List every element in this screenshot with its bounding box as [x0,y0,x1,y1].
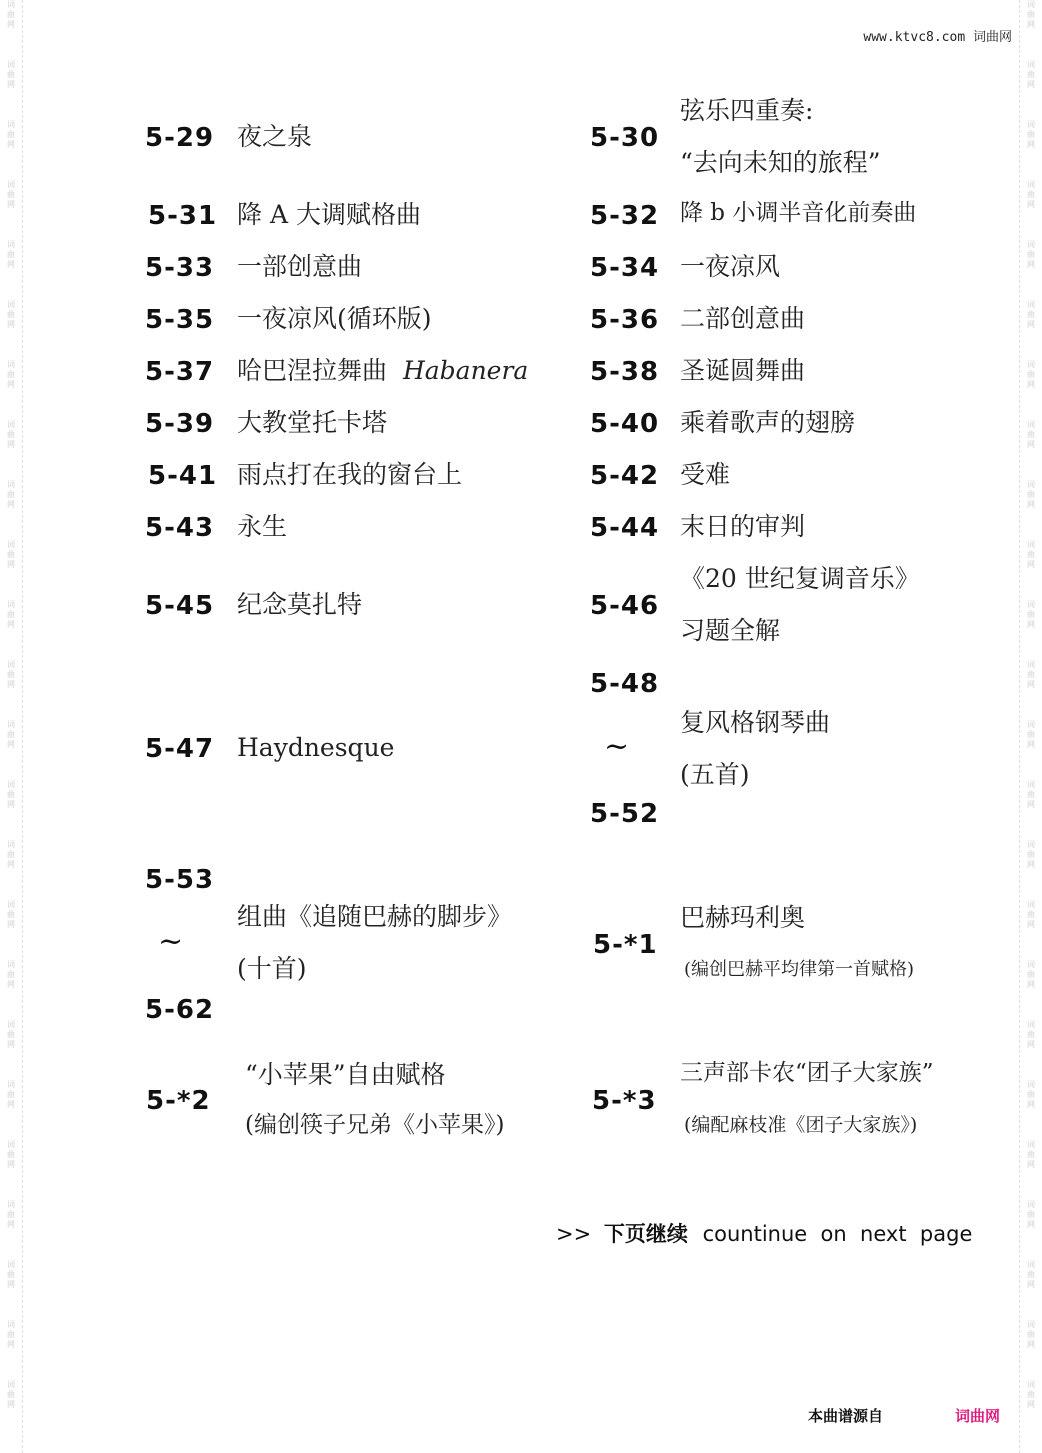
entry-title-cn: 哈巴涅拉舞曲 [237,356,388,385]
watermark-text: 词 曲 网 [7,720,15,749]
range-tilde: ~ [158,924,184,959]
entry-number: 5-43 [145,513,215,543]
watermark-text: 词 曲 网 [7,1140,15,1169]
left-watermark-strip [0,0,23,1453]
watermark-text: 词 曲 网 [1027,720,1035,749]
watermark-text: 词 曲 网 [7,1200,15,1229]
watermark-text: 词 曲 网 [1027,600,1035,629]
entry-subtitle: (编创巴赫平均律第一首赋格) [684,959,915,980]
entry-title-line2: (十首) [237,954,307,983]
entry-title [237,358,528,383]
watermark-text: 词 曲 网 [7,840,15,869]
watermark-text: 词 曲 网 [7,480,15,509]
watermark-text: 词 曲 网 [7,900,15,929]
watermark-text: 词 曲 网 [7,420,15,449]
entry-number-range-end: 5-52 [590,799,660,829]
entry-title: 乘着歌声的翅膀 [680,408,856,437]
watermark-text: 词 曲 网 [7,300,15,329]
watermark-text: 词 曲 网 [1027,1140,1035,1169]
watermark-text: 词 曲 网 [1027,540,1035,569]
watermark-text: 词 曲 网 [7,180,15,209]
watermark-text: 词 曲 网 [1027,300,1035,329]
footer-source-name[interactable]: 词曲网 [955,1407,1001,1425]
site-name[interactable]: 词曲网 [972,30,1012,45]
watermark-text: 词 曲 网 [7,660,15,689]
entry-number: 5-32 [590,201,660,231]
watermark-text: 词 曲 网 [1027,1380,1035,1409]
entry-title: “小苹果”自由赋格 [245,1060,446,1089]
entry-title: 雨点打在我的窗台上 [237,460,463,489]
entry-number: 5-47 [145,734,215,764]
entry-title: 巴赫玛利奥 [680,903,806,932]
entry-title: 末日的审判 [680,512,806,541]
watermark-text: 词 曲 网 [1027,780,1035,809]
entry-number: 5-30 [590,123,660,153]
watermark-text: 词 曲 网 [7,960,15,989]
watermark-text: 词 曲 网 [7,780,15,809]
entry-number: 5-36 [590,305,660,335]
entry-title: 降 A 大调赋格曲 [237,200,421,229]
entry-number-range-end: 5-62 [145,995,215,1025]
entry-title-en: Habanera [402,356,529,385]
entry-title: 圣诞圆舞曲 [680,356,806,385]
entry-number: 5-46 [590,591,660,621]
entry-number: 5-37 [145,357,215,387]
entry-number-range-start: 5-48 [590,669,660,699]
watermark-text: 词 曲 网 [1027,660,1035,689]
entry-number: 5-35 [145,305,215,335]
entry-number: 5-39 [145,409,215,439]
entry-number: 5-40 [590,409,660,439]
entry-subtitle: (编创筷子兄弟《小苹果》) [245,1112,505,1138]
watermark-text: 词 曲 网 [7,1260,15,1289]
entry-title: Haydnesque [237,733,395,762]
footer-source-label: 本曲谱源自 [808,1407,884,1425]
continue-label-cn: 下页继续 [603,1222,688,1246]
entry-title: 一部创意曲 [237,252,363,281]
continue-label-en: countinue on next page [702,1222,973,1246]
entry-number: 5-34 [590,253,660,283]
entry-number: 5-29 [145,123,215,153]
entry-title: 三声部卡农“团子大家族” [680,1060,934,1086]
watermark-text: 词 曲 网 [1027,480,1035,509]
entry-number: 5-*1 [593,930,658,960]
entry-number: 5-*3 [592,1086,657,1116]
watermark-text: 词 曲 网 [1027,1020,1035,1049]
entry-title: 一夜凉风(循环版) [237,304,432,333]
entry-number: 5-45 [145,591,215,621]
watermark-text: 词 曲 网 [7,600,15,629]
watermark-text: 词 曲 网 [7,1080,15,1109]
watermark-text: 词 曲 网 [1027,1200,1035,1229]
entry-number: 5-31 [148,201,218,231]
watermark-text: 词 曲 网 [1027,1080,1035,1109]
watermark-text: 词 曲 网 [1027,0,1035,29]
watermark-text: 词 曲 网 [7,60,15,89]
watermark-text: 词 曲 网 [7,360,15,389]
entry-number-range-start: 5-53 [145,865,215,895]
watermark-text: 词 曲 网 [1027,60,1035,89]
entry-title: 永生 [237,512,288,541]
range-tilde: ~ [604,729,630,764]
entry-title: 夜之泉 [237,122,313,151]
entry-number: 5-42 [590,461,660,491]
watermark-text: 词 曲 网 [1027,900,1035,929]
watermark-text: 词 曲 网 [7,1320,15,1349]
entry-title: 二部创意曲 [680,304,806,333]
watermark-text: 词 曲 网 [1027,960,1035,989]
watermark-text: 词 曲 网 [7,0,15,29]
entry-number: 5-*2 [146,1086,211,1116]
watermark-text: 词 曲 网 [1027,840,1035,869]
entry-title: 复风格钢琴曲 [680,708,831,737]
entry-subtitle: (编配麻枝准《团子大家族》) [684,1114,918,1136]
watermark-text: 词 曲 网 [1027,240,1035,269]
site-header[interactable] [863,26,1012,45]
entry-title-line2: “去向未知的旅程” [680,148,881,177]
right-watermark-strip [1019,0,1042,1453]
watermark-text: 词 曲 网 [7,1380,15,1409]
watermark-text: 词 曲 网 [1027,1260,1035,1289]
watermark-text: 词 曲 网 [1027,360,1035,389]
watermark-text: 词 曲 网 [7,1020,15,1049]
entry-title: 纪念莫扎特 [237,590,363,619]
entry-number: 5-41 [148,461,218,491]
watermark-text: 词 曲 网 [1027,420,1035,449]
watermark-text: 词 曲 网 [7,540,15,569]
watermark-text: 词 曲 网 [7,240,15,269]
watermark-text: 词 曲 网 [1027,120,1035,149]
continue-next-page [556,1218,972,1248]
entry-number: 5-33 [145,253,215,283]
entry-title: 弦乐四重奏: [680,96,814,125]
site-url[interactable]: www.ktvc8.com [863,30,966,45]
entry-title: 降 b 小调半音化前奏曲 [680,200,917,226]
entry-number: 5-38 [590,357,660,387]
entry-title-line2: (五首) [680,760,750,789]
entry-title: 《20 世纪复调音乐》 [680,564,920,593]
entry-title-line2: 习题全解 [680,616,781,645]
entry-title: 大教堂托卡塔 [237,408,388,437]
entry-title: 一夜凉风 [680,252,781,281]
watermark-text: 词 曲 网 [1027,1320,1035,1349]
continue-arrow: >> [556,1222,592,1246]
watermark-text: 词 曲 网 [7,120,15,149]
entry-title: 组曲《追随巴赫的脚步》 [237,902,513,931]
entry-title: 受难 [680,460,731,489]
entry-number: 5-44 [590,513,660,543]
watermark-text: 词 曲 网 [1027,180,1035,209]
